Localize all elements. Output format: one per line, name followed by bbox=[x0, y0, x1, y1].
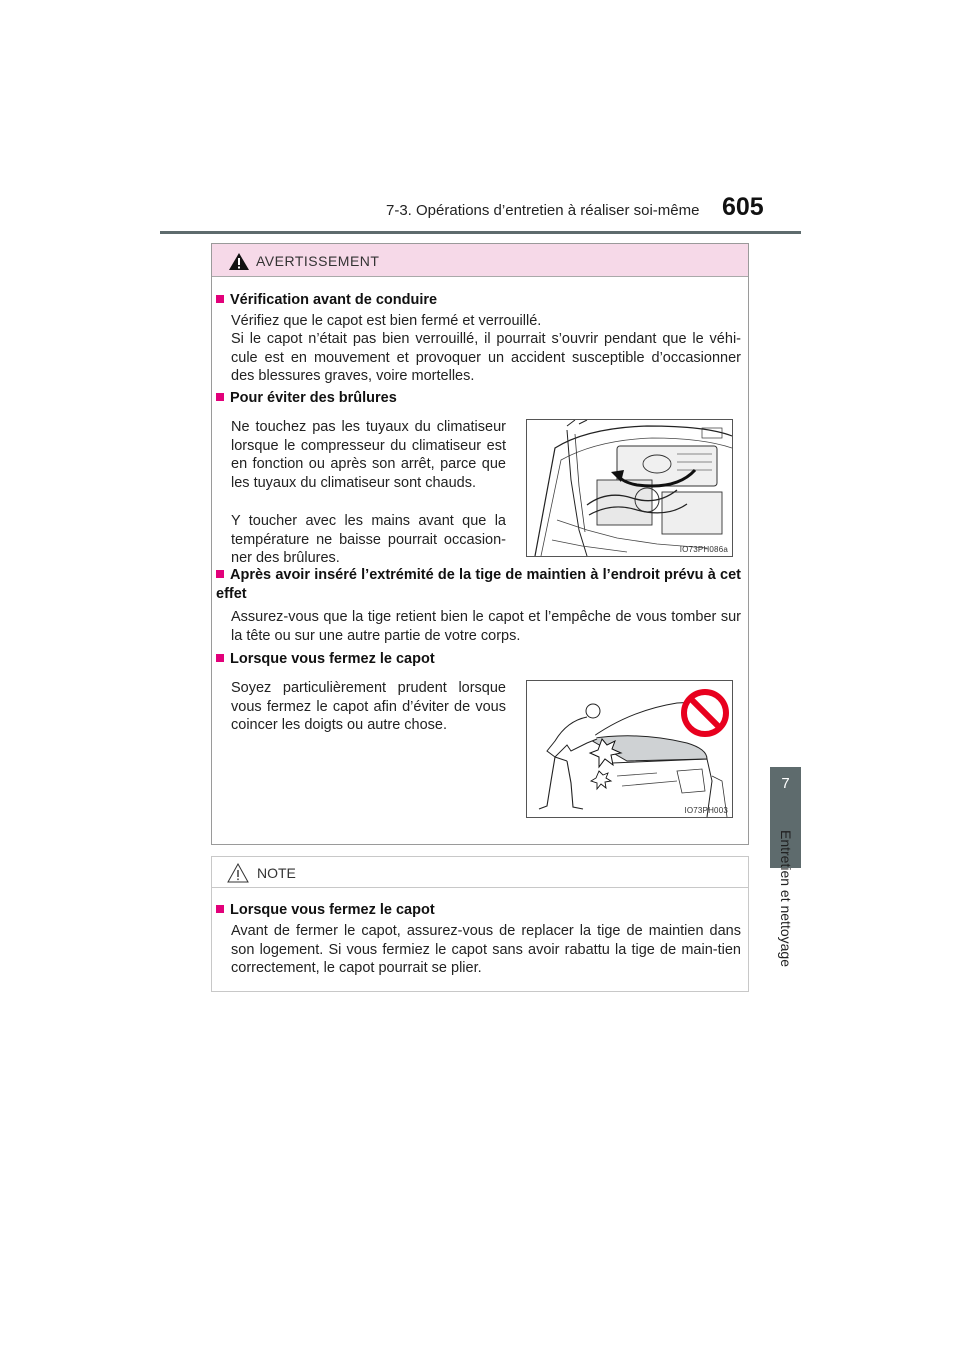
chapter-label bbox=[771, 830, 801, 967]
note-box bbox=[211, 856, 749, 992]
note-text: Avant de fermer le capot, assurez-vous de replacer la tige de maintien dans son logement. Si vous fermiez le capot sans avoir rabattu la tige de main-tien correctement, le capot pourrait se plier. bbox=[231, 923, 741, 977]
note-triangle-icon bbox=[227, 863, 249, 883]
figure-code: IO73PH003 bbox=[684, 806, 728, 815]
section-title: 7-3. Opérations d’entretien à réaliser soi-même bbox=[386, 202, 700, 219]
chapter-number: 7 bbox=[781, 775, 790, 792]
warning-heading-4: Lorsque vous fermez le capot bbox=[216, 650, 435, 669]
engine-bay-illustration bbox=[526, 419, 733, 557]
warning-heading-2: Pour éviter des brûlures bbox=[216, 389, 397, 408]
page-number: 605 bbox=[722, 193, 764, 221]
bullet-square bbox=[216, 654, 224, 662]
bullet-square bbox=[216, 570, 224, 578]
bullet-square bbox=[216, 295, 224, 303]
warning-text-1a: Vérifiez que le capot est bien fermé et verrouillé. bbox=[231, 313, 542, 329]
warning-text-4: Soyez particulièrement prudent lorsque vous fermez le capot afin d’éviter de vous coincer les doigts ou autre chose. bbox=[231, 680, 506, 734]
chapter-label-text: Entretien et nettoyage bbox=[778, 830, 794, 967]
closing-hood-illustration bbox=[526, 680, 733, 818]
warning-text-2a: Ne touchez pas les tuyaux du climatiseur lorsque le compresseur du climatiseur est en fonction ou après son arrêt, parce que les tuyaux du climatiseur sont chauds. bbox=[231, 419, 506, 491]
warning-header bbox=[212, 244, 748, 277]
warning-title: AVERTISSEMENT bbox=[256, 253, 380, 269]
figure-code: IO73PH086a bbox=[679, 545, 728, 554]
warning-text-1b: Si le capot n’était pas bien verrouillé, il pourrait s’ouvrir pendant que le véhi-cule est en mouvement et provoquer un accident susceptible d’occasionner des blessures graves, voire mortelles. bbox=[231, 331, 741, 385]
bullet-square bbox=[216, 905, 224, 913]
header-rule bbox=[160, 231, 801, 234]
warning-box bbox=[211, 243, 749, 845]
warning-heading-1: Vérification avant de conduire bbox=[216, 291, 437, 310]
note-title: NOTE bbox=[257, 865, 296, 881]
note-heading: Lorsque vous fermez le capot bbox=[216, 901, 435, 920]
warning-heading-3: Après avoir inséré l’extrémité de la tige de maintien à l’endroit prévu à cet effet bbox=[216, 567, 741, 602]
note-header bbox=[212, 857, 748, 888]
closing-hood-drawing bbox=[527, 681, 732, 817]
engine-bay-drawing bbox=[527, 420, 732, 556]
warning-text-2b: Y toucher avec les mains avant que la température ne baisse pourrait occasion-ner des brûlures. bbox=[231, 513, 506, 567]
warning-triangle-icon bbox=[228, 252, 250, 271]
warning-text-3: Assurez-vous que la tige retient bien le capot et l’empêche de vous tomber sur la tête ou sur une autre partie de votre corps. bbox=[231, 609, 741, 644]
bullet-square bbox=[216, 393, 224, 401]
